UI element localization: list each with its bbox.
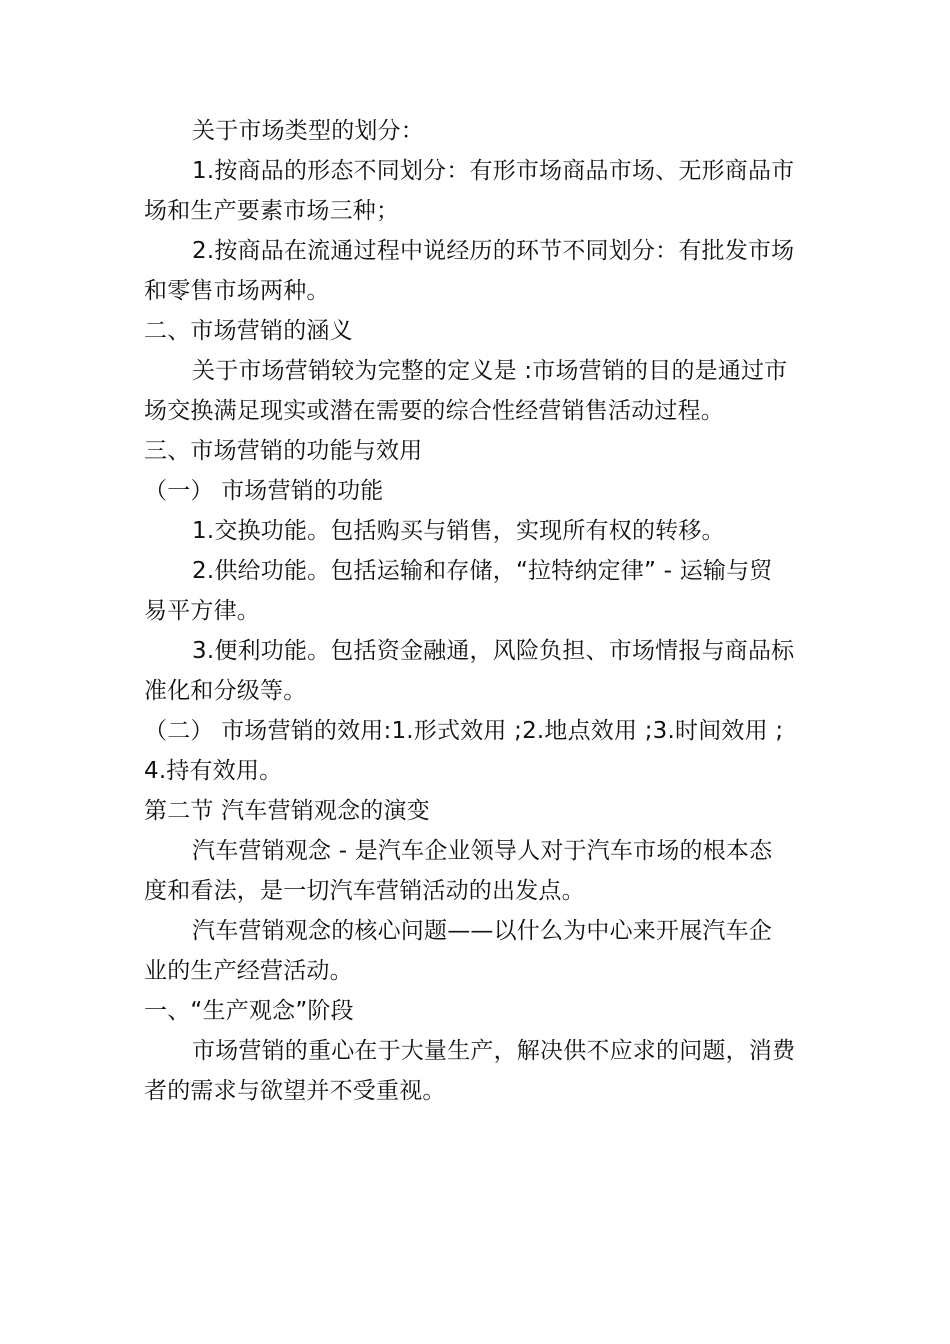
- paragraph-line: 准化和分级等。: [144, 678, 307, 704]
- paragraph-line: 汽车营销观念 - 是汽车企业领导人对于汽车市场的根本态: [192, 838, 773, 864]
- paragraph-line: 和零售市场两种。: [144, 278, 330, 304]
- list-item: 3.便利功能。包括资金融通，风险负担、市场情报与商品标: [192, 638, 795, 664]
- subsection-heading: （二） 市场营销的效用:1.形式效用 ;2.地点效用 ;3.时间效用 ;: [144, 718, 784, 744]
- subsection-heading: （一） 市场营销的功能: [144, 478, 384, 504]
- paragraph-line: 场和生产要素市场三种；: [144, 198, 400, 224]
- paragraph-line: 易平方律。: [144, 598, 260, 624]
- section-heading: 三、市场营销的功能与效用: [144, 438, 423, 464]
- paragraph-line: 4.持有效用。: [144, 758, 283, 784]
- paragraph-line: 关于市场营销较为完整的定义是 :市场营销的目的是通过市: [192, 358, 788, 384]
- paragraph-line: 者的需求与欲望并不受重视。: [144, 1078, 446, 1104]
- section-heading: 二、市场营销的涵义: [144, 318, 353, 344]
- section-heading: 一、“生产观念”阶段: [144, 998, 354, 1024]
- chapter-heading: 第二节 汽车营销观念的演变: [144, 798, 430, 824]
- paragraph-line: 关于市场类型的划分：: [192, 118, 424, 144]
- list-item: 2.供给功能。包括运输和存储，“拉特纳定律” - 运输与贸: [192, 558, 773, 584]
- paragraph-line: 市场营销的重心在于大量生产，解决供不应求的问题，消费: [192, 1038, 796, 1064]
- paragraph-line: 度和看法，是一切汽车营销活动的出发点。: [144, 878, 585, 904]
- paragraph-line: 场交换满足现实或潜在需要的综合性经营销售活动过程。: [144, 398, 724, 424]
- list-item: 1.交换功能。包括购买与销售，实现所有权的转移。: [192, 518, 725, 544]
- paragraph-line: 业的生产经营活动。: [144, 958, 353, 984]
- document-body: [144, 111, 812, 1111]
- paragraph-line: 1.按商品的形态不同划分：有形市场商品市场、无形商品市: [192, 158, 795, 184]
- paragraph-line: 2.按商品在流通过程中说经历的环节不同划分：有批发市场: [192, 238, 795, 264]
- paragraph-line: 汽车营销观念的核心问题——以什么为中心来开展汽车企: [192, 918, 772, 944]
